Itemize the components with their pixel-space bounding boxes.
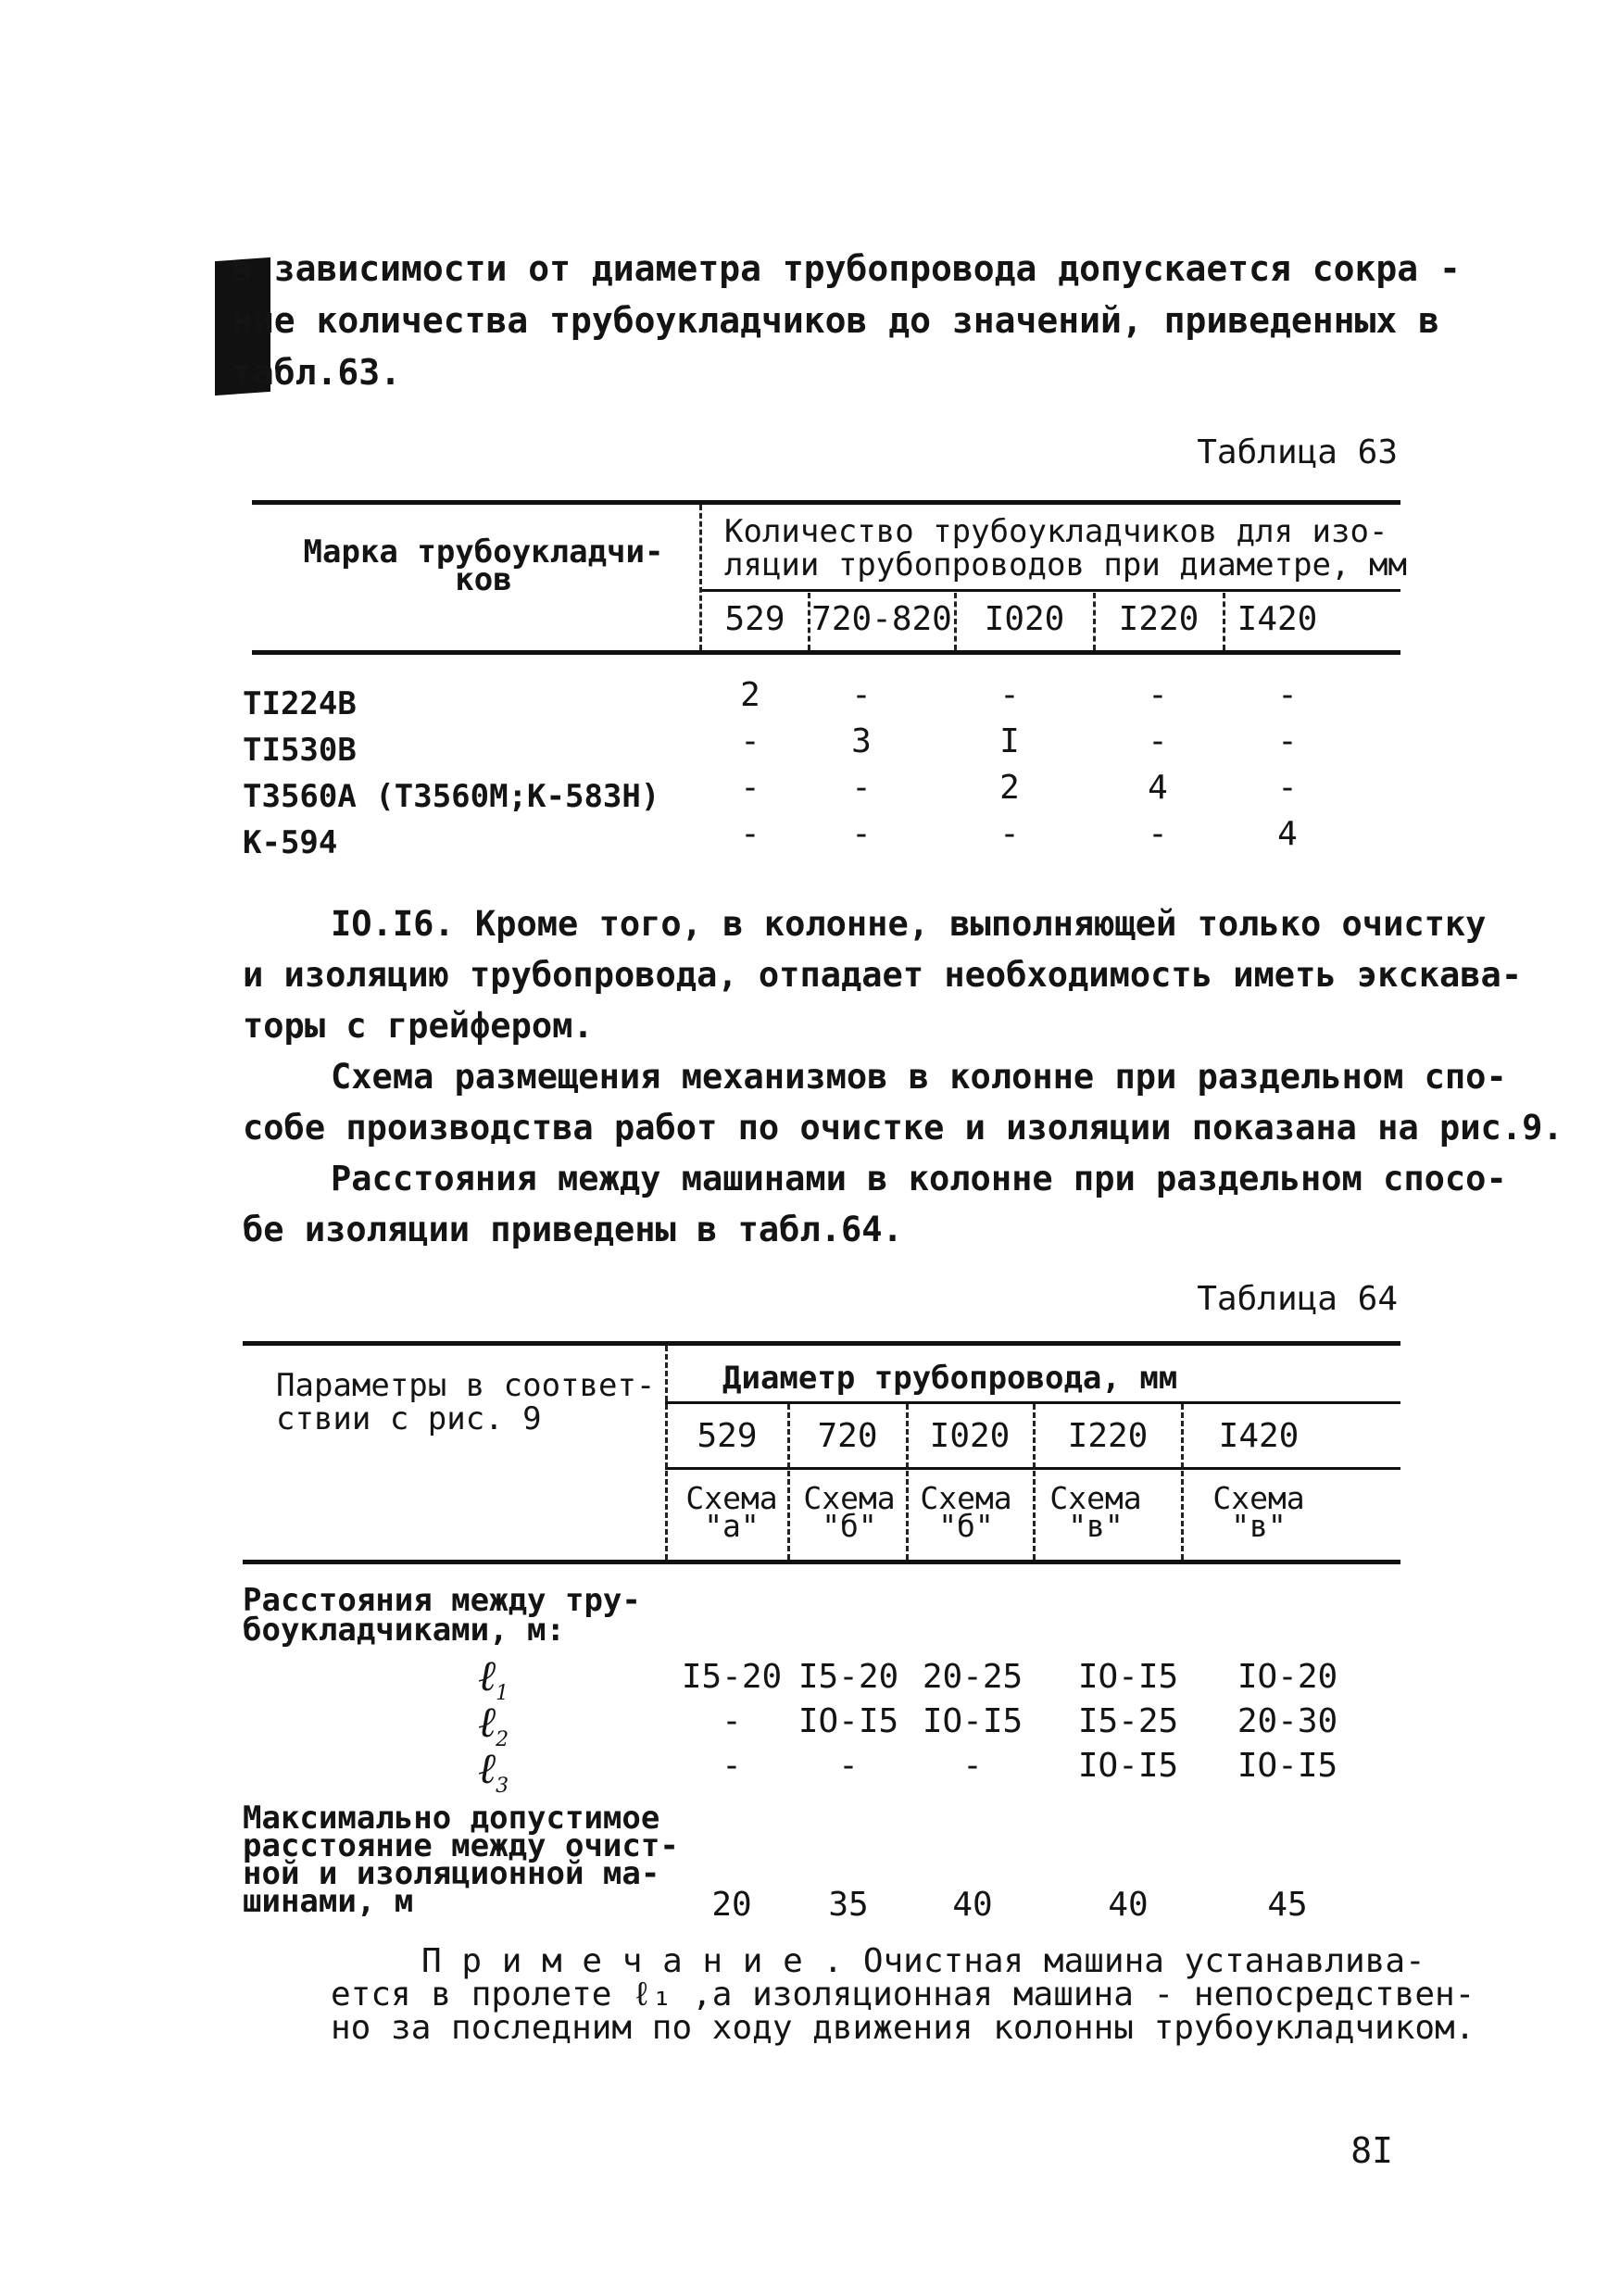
table63-row-name: K-594 [243, 824, 338, 861]
table63-header-rule [699, 589, 1400, 592]
table63-diameter: 720-820 [811, 600, 952, 638]
table64-group-label [243, 1582, 641, 1649]
body-line: и изоляцию трубопровода, отпадает необходимость иметь экскава- [243, 955, 1523, 995]
table64-cell: IO-20 [1237, 1658, 1338, 1696]
table64-caption: Таблица 64 [1197, 1280, 1398, 1318]
table63-cell: 4 [1277, 815, 1298, 853]
table64-col-divider [906, 1404, 909, 1560]
table63-cell: - [999, 815, 1020, 853]
table64-cell: I5-25 [1077, 1702, 1179, 1740]
body-text [243, 898, 1563, 1255]
l-letter: ℓ [478, 1697, 496, 1747]
group-text: расстояние между очист- [243, 1827, 679, 1864]
header-text: ствии с рис. 9 [276, 1400, 542, 1437]
table64-bottom-rule [243, 1560, 1400, 1564]
table63-cell: - [851, 676, 872, 714]
table63-cell: 4 [1148, 769, 1168, 807]
table63-cell: - [851, 815, 872, 853]
scheme-word: Схема [1212, 1480, 1305, 1516]
table63-cell: - [740, 769, 760, 807]
table64-scheme [681, 1482, 783, 1543]
body-line: Расстояния между машинами в колонне при раздельном спосо- [331, 1159, 1507, 1198]
group-text: Расстояния между тру- [243, 1582, 641, 1619]
table64-cell: - [962, 1747, 983, 1785]
table64-span-header: Диаметр трубопровода, мм [722, 1360, 1178, 1397]
table64-cell: 20-30 [1237, 1702, 1338, 1740]
l-letter: ℓ [478, 1743, 496, 1793]
l-index: 2 [496, 1728, 509, 1752]
table64-group-label [243, 1800, 679, 1920]
intro-paragraph [232, 243, 1461, 398]
table63-cell: - [1277, 676, 1298, 714]
table64-cell: I5-20 [797, 1658, 899, 1696]
table64-cell: 45 [1267, 1886, 1308, 1924]
table64-cell: 40 [1108, 1886, 1149, 1924]
table64-col-divider [787, 1404, 790, 1560]
scheme-word: Схема [685, 1480, 778, 1516]
table64-cell: IO-I5 [797, 1702, 899, 1740]
note-line: но за последним по ходу движения колонны трубоукладчиком. [331, 2009, 1476, 2047]
table64-cell: IO-I5 [1237, 1747, 1338, 1785]
table63-cell: - [1277, 722, 1298, 760]
scheme-word: Схема [920, 1480, 1012, 1516]
table63-cell: 3 [851, 722, 872, 760]
table63-row-name: T3560A (T3560M;K-583H) [243, 778, 660, 815]
scheme-letter: "в" [1231, 1508, 1287, 1544]
note-paragraph [331, 1942, 1476, 2047]
table64-cell: 20 [711, 1886, 752, 1924]
table64-scheme [795, 1482, 904, 1543]
header-text: Параметры в соответ- [276, 1367, 656, 1404]
intro-line: табл.63. [232, 352, 402, 393]
table64-scheme [1204, 1482, 1313, 1543]
table63-bottom-rule [252, 650, 1400, 655]
table64-cell: 40 [952, 1886, 993, 1924]
table63-top-rule [252, 500, 1400, 505]
intro-line: ние количества трубоукладчиков до значений, приведенных в [232, 300, 1440, 341]
table63-cell: - [999, 676, 1020, 714]
scheme-letter: "б" [938, 1508, 994, 1544]
l-index: 3 [496, 1775, 509, 1799]
intro-line: в зависимости от диаметра трубопровода допускается сокра - [232, 248, 1461, 289]
table64-top-rule [243, 1341, 1400, 1346]
table63-col-divider [954, 593, 957, 650]
scheme-letter: "в" [1068, 1508, 1124, 1544]
table64-cell: 20-25 [922, 1658, 1023, 1696]
table64-diameter: I020 [929, 1417, 1011, 1455]
scheme-letter: "б" [822, 1508, 877, 1544]
table64-scheme [1041, 1482, 1150, 1543]
table63-diameter: 529 [724, 600, 785, 638]
table64-col-divider [665, 1346, 668, 1560]
table63-col-divider [1223, 593, 1225, 650]
table63-caption: Таблица 63 [1197, 433, 1398, 471]
scheme-letter: "а" [704, 1508, 760, 1544]
table63-diameter: I420 [1237, 600, 1318, 638]
table64-cell: - [722, 1702, 742, 1740]
table63-cell: - [851, 769, 872, 807]
table63-cell: - [1148, 676, 1168, 714]
body-line: торы с грейфером. [243, 1006, 594, 1046]
body-line: IO.I6. Кроме того, в колонне, выполняющей только очистку [331, 904, 1487, 944]
table63-cell: 2 [740, 676, 760, 714]
table63-cell: - [740, 722, 760, 760]
scheme-word: Схема [803, 1480, 896, 1516]
table64-diameter: I420 [1218, 1417, 1300, 1455]
table63-col1-header [298, 535, 669, 596]
body-line: бе изоляции приведены в табл.64. [243, 1210, 903, 1249]
table64-scheme [911, 1482, 1021, 1543]
l3-symbol [478, 1743, 509, 1798]
table64-diameter: I220 [1067, 1417, 1149, 1455]
table63-cell: - [740, 815, 760, 853]
table63-diameter: I220 [1118, 600, 1199, 638]
group-text: боукладчиками, м: [243, 1612, 565, 1649]
table63-col-divider [1093, 593, 1096, 650]
scheme-word: Схема [1049, 1480, 1142, 1516]
table64-cell: IO-I5 [1077, 1658, 1179, 1696]
table64-diameter: 529 [697, 1417, 758, 1455]
note-line: П р и м е ч а н и е . Очистная машина устанавлива- [421, 1942, 1425, 1980]
table63-row-name: TI530B [243, 732, 357, 769]
group-text: шинами, м [243, 1883, 414, 1920]
table64-col-divider [1181, 1404, 1184, 1560]
table63-span-header [724, 515, 1407, 582]
table64-cell: I5-20 [681, 1658, 783, 1696]
note-line: ется в пролете ℓ₁ ,а изоляционная машина - непосредствен- [331, 1976, 1476, 2014]
table63-col-divider [808, 593, 810, 650]
group-text: Максимально допустимое [243, 1800, 660, 1837]
l-letter: ℓ [478, 1650, 496, 1700]
header-text: Количество трубоукладчиков для изо- [724, 513, 1388, 550]
table64-cell: - [722, 1747, 742, 1785]
table63-cell: - [1277, 769, 1298, 807]
table64-cell: 35 [828, 1886, 869, 1924]
table64-cell: - [838, 1747, 859, 1785]
table63-cell: - [1148, 815, 1168, 853]
table63-cell: - [1148, 722, 1168, 760]
table63-row-name: TI224B [243, 685, 357, 722]
group-text: ной и изоляционной ма- [243, 1855, 660, 1892]
table63-diameter: I020 [984, 600, 1065, 638]
l-index: 1 [496, 1682, 509, 1706]
table64-col-divider [1033, 1404, 1036, 1560]
table64-diameter: 720 [817, 1417, 878, 1455]
body-line: собе производства работ по очистке и изоляции показана на рис.9. [243, 1108, 1563, 1148]
table63-col-divider [699, 505, 702, 650]
table64-cell: IO-I5 [1077, 1747, 1179, 1785]
header-text: Марка трубоукладчи- [303, 533, 664, 571]
header-text: ляции трубопроводов при диаметре, мм [724, 546, 1407, 583]
table63-cell: 2 [999, 769, 1020, 807]
body-line: Схема размещения механизмов в колонне при раздельном спо- [331, 1057, 1507, 1097]
table64-col1-header [276, 1369, 655, 1436]
header-text: ков [455, 561, 512, 598]
page-number: 8I [1350, 2130, 1393, 2171]
table64-cell: IO-I5 [922, 1702, 1023, 1740]
table63-cell: I [999, 722, 1020, 760]
